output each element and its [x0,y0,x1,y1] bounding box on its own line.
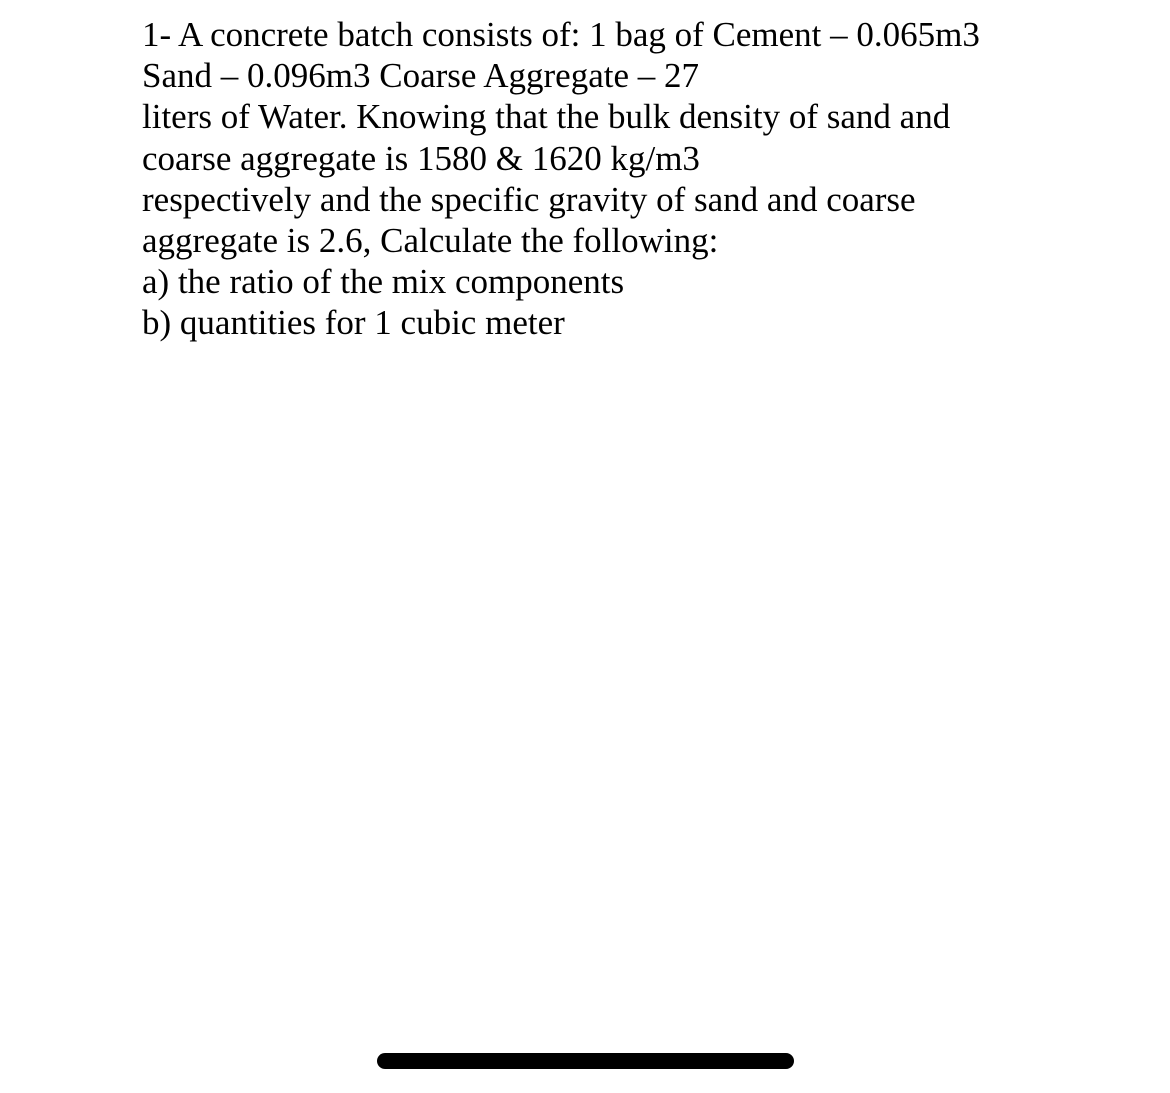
home-indicator[interactable] [377,1053,794,1069]
problem-line: aggregate is 2.6, Calculate the following: [142,221,719,261]
problem-line: 1- A concrete batch consists of: 1 bag of Cement – 0.065m3 [142,15,980,54]
question-a: a) the ratio of the mix components [142,262,625,302]
problem-statement [142,14,1142,344]
problem-line: liters of Water. Knowing that the bulk density of sand and [142,97,951,137]
problem-line: respectively and the specific gravity of sand and coarse [142,179,916,219]
question-b: b) quantities for 1 cubic meter [142,303,565,343]
problem-line: Sand – 0.096m3 Coarse Aggregate – 27 [142,56,699,96]
problem-line: coarse aggregate is 1580 & 1620 kg/m3 [142,138,700,178]
